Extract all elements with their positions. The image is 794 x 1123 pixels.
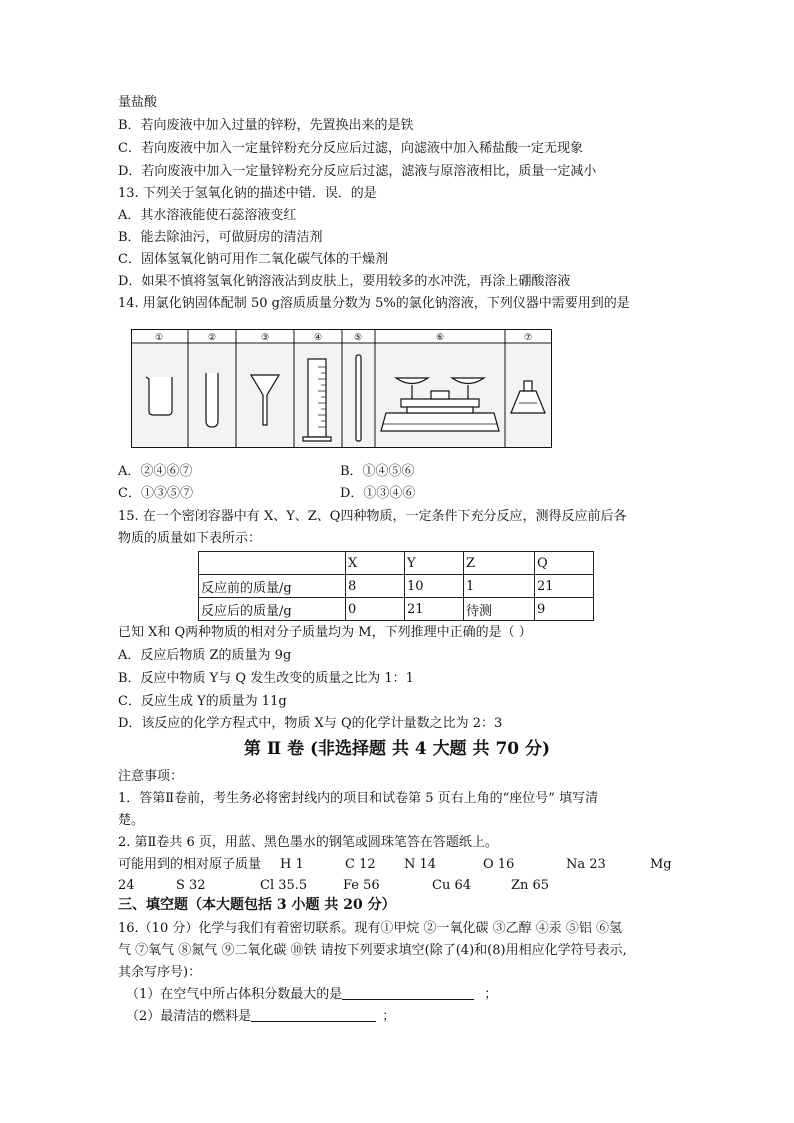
q16-stem-line-2: 气 ⑦氧气 ⑧氮气 ⑨二氧化碳 ⑩铁 请按下列要求填空(除了(4)和(8)用相应化学符号表示, [118, 943, 627, 958]
q15-option-a: A．反应后物质 Z的质量为 9g [118, 648, 292, 663]
section-three-title: 三、填空题（本大题包括 3 小题 共 20 分） [118, 897, 396, 913]
instrument-label-2: ② [207, 333, 217, 343]
instrument-label-5: ⑤ [353, 333, 363, 343]
table-cell: 1 [464, 575, 535, 598]
q16-sub-1-end: ； [484, 987, 498, 1002]
q16-stem-line-3: 其余写序号)： [118, 965, 202, 980]
table-row [199, 598, 594, 621]
beaker-icon [146, 377, 172, 415]
q13-option-d: D．如果不慎将氢氧化钠溶液沾到皮肤上，要用较多的水冲洗，再涂上硼酸溶液 [118, 274, 571, 289]
instrument-label-3: ③ [260, 333, 270, 343]
atomic-mass-na: Na 23 [566, 857, 606, 872]
q16-sub-2 [126, 1007, 395, 1027]
notice-item-1: 1．答第Ⅱ卷前，考生务必将密封线内的项目和试卷第 5 页右上角的“座位号” 填写清 [118, 791, 599, 806]
atomic-mass-mg: Mg [650, 857, 672, 872]
table-cell: 9 [535, 598, 594, 621]
q13-stem: 13. 下列关于氢氧化钠的描述中错．误．的是 [118, 186, 377, 201]
part-two-title: 第 Ⅱ 卷 (非选择题 共 4 大题 共 70 分) [243, 739, 551, 759]
instrument-label-4: ④ [313, 333, 323, 343]
test-tube-icon [206, 373, 218, 427]
atomic-mass-mg-value: 24 [118, 878, 135, 893]
q13-option-a: A．其水溶液能使石蕊溶液变红 [118, 208, 297, 223]
answer-blank-2[interactable] [251, 1007, 376, 1022]
table-header-cell [199, 552, 346, 575]
table-cell: 21 [535, 575, 594, 598]
instrument-label-6: ⑥ [435, 333, 445, 343]
mass-table [198, 551, 594, 621]
atomic-mass-zn: Zn 65 [511, 878, 550, 893]
atomic-mass-fe: Fe 56 [343, 878, 380, 893]
table-header-cell: X [346, 552, 405, 575]
q15-option-b: B．反应中物质 Y与 Q 发生改变的质量之比为 1：1 [118, 671, 414, 686]
notice-heading: 注意事项： [118, 769, 184, 784]
atomic-mass-h: H 1 [280, 857, 304, 872]
table-row [199, 575, 594, 598]
q15-stem-line-2: 物质的质量如下表所示： [118, 531, 262, 546]
q12-option-c: C．若向废液中加入一定量锌粉充分反应后过滤，向滤液中加入稀盐酸一定无现象 [118, 141, 583, 156]
q12-option-b: B．若向废液中加入过量的锌粉，先置换出来的是铁 [118, 118, 414, 133]
q15-note: 已知 X和 Q两种物质的相对分子质量均为 M，下列推理中正确的是（ ） [118, 625, 532, 640]
atomic-mass-c: C 12 [345, 857, 376, 872]
q14-option-b: B．①④⑤⑥ [340, 464, 415, 479]
lab-instruments-figure [131, 329, 552, 448]
atomic-mass-label: 可能用到的相对原子质量 [118, 857, 262, 872]
table-cell: 反应后的质量/g [199, 598, 346, 621]
q14-stem: 14. 用氯化钠固体配制 50 g溶质质量分数为 5%的氯化钠溶液，下列仪器中需要用到的是 [118, 296, 630, 311]
q12-continuation: 量盐酸 [118, 95, 158, 110]
q13-option-c: C．固体氢氧化钠可用作二氧化碳气体的干燥剂 [118, 252, 388, 267]
atomic-mass-n: N 14 [404, 857, 437, 872]
notice-item-2: 2. 第Ⅱ卷共 6 页，用蓝、黑色墨水的钢笔或圆珠笔答在答题纸上。 [118, 835, 498, 850]
answer-blank-1[interactable] [342, 985, 474, 1000]
instrument-label-7: ⑦ [523, 333, 533, 343]
glass-rod-icon [356, 355, 361, 441]
q16-sub-2-text: （2）最清洁的燃料是 [126, 1009, 252, 1024]
atomic-mass-o: O 16 [483, 857, 515, 872]
table-cell: 待测 [464, 598, 535, 621]
q16-stem-line-1: 16.（10 分）化学与我们有着密切联系。现有①甲烷 ②一氧化碳 ③乙醇 ④汞 ⑤铝 ⑥氢 [118, 921, 623, 936]
q16-sub-1 [126, 985, 497, 1005]
table-header-row [199, 552, 594, 575]
q15-option-d: D．该反应的化学方程式中，物质 X与 Q的化学计量数之比为 2：3 [118, 716, 503, 731]
table-header-cell: Z [464, 552, 535, 575]
table-cell: 10 [405, 575, 464, 598]
table-cell: 反应前的质量/g [199, 575, 346, 598]
table-header-cell: Y [405, 552, 464, 575]
instrument-label-1: ① [154, 333, 164, 343]
table-cell: 8 [346, 575, 405, 598]
q14-option-d: D．①③④⑥ [340, 486, 416, 501]
table-cell: 0 [346, 598, 405, 621]
q16-sub-1-text: （1）在空气中所占体积分数最大的是 [126, 987, 343, 1002]
q13-option-b: B．能去除油污，可做厨房的清洁剂 [118, 230, 323, 245]
atomic-mass-s: S 32 [176, 878, 206, 893]
q12-option-d: D．若向废液中加入一定量锌粉充分反应后过滤，滤液与原溶液相比，质量一定减小 [118, 164, 597, 179]
atomic-mass-cu: Cu 64 [432, 878, 471, 893]
q14-option-c: C．①③⑤⑦ [118, 486, 193, 501]
q15-option-c: C．反应生成 Y的质量为 11g [118, 694, 287, 709]
atomic-mass-cl: Cl 35.5 [260, 878, 308, 893]
q16-sub-2-end: ； [382, 1009, 396, 1024]
q14-option-a: A．②④⑥⑦ [118, 464, 193, 479]
q15-stem-line-1: 15. 在一个密闭容器中有 X、Y、Z、Q四种物质，一定条件下充分反应，测得反应前后各 [118, 509, 627, 524]
notice-item-1-cont: 楚。 [118, 813, 145, 828]
table-header-cell: Q [535, 552, 594, 575]
table-cell: 21 [405, 598, 464, 621]
